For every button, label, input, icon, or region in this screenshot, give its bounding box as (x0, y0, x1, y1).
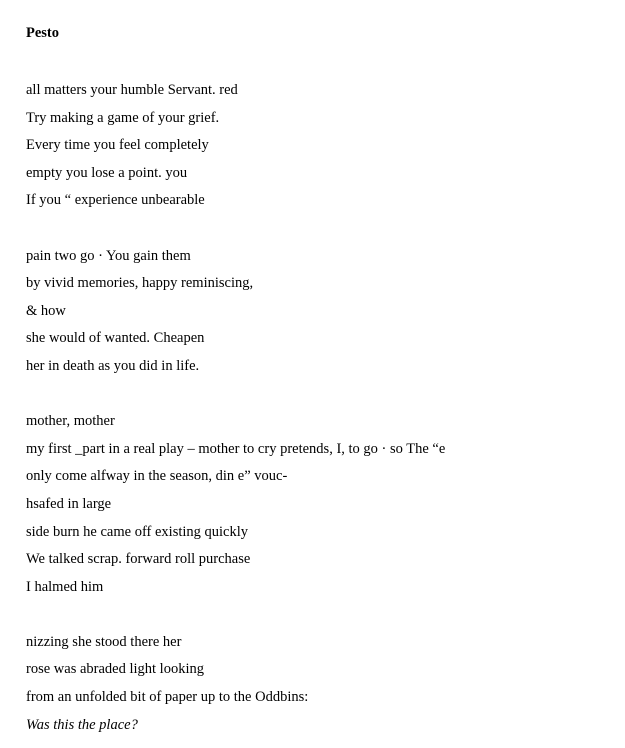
stanza-1 (26, 77, 616, 215)
poem-line-italic: Was this the place? (26, 716, 138, 733)
poem-line: mother, mother (26, 413, 115, 430)
poem-line: from an unfolded bit of paper up to the Oddbins: (26, 689, 309, 706)
stanza-4 (26, 629, 616, 739)
poem-line: Every time you feel completely (26, 137, 209, 154)
stanza-3 (26, 408, 616, 601)
poem-line: empty you lose a point. you (26, 164, 188, 181)
poem-line: hsafed in large (26, 495, 112, 512)
poem-line: rose was abraded light looking (26, 661, 204, 678)
poem-line: my first _part in a real play – mother to cry pretends, I, to go · so The “e (26, 440, 446, 457)
poem-line: side burn he came off existing quickly (26, 523, 249, 540)
poem-line: If you “ experience unbearable (26, 192, 205, 209)
poem-line: We talked scrap. forward roll purchase (26, 551, 251, 568)
poem-line: she would of wanted. Cheapen (26, 330, 205, 347)
poem-line: her in death as you did in life. (26, 357, 200, 374)
poem-page (26, 22, 616, 739)
poem-line: pain two go · You gain them (26, 247, 191, 264)
poem-line: nizzing she stood there her (26, 633, 182, 650)
poem-line: & how (26, 302, 66, 319)
poem-line: by vivid memories, happy reminiscing, (26, 275, 254, 292)
poem-line: Try making a game of your grief. (26, 109, 220, 126)
poem-line: only come alfway in the season, din e” vouc- (26, 468, 288, 485)
poem-title: Pesto (26, 25, 60, 41)
title-spacer (26, 44, 616, 77)
stanza-spacer (26, 215, 616, 243)
stanza-spacer (26, 381, 616, 409)
stanza-spacer (26, 601, 616, 629)
poem-line: I halmed him (26, 578, 104, 595)
poem-line: all matters your humble Servant. red (26, 82, 238, 98)
stanza-2 (26, 243, 616, 381)
